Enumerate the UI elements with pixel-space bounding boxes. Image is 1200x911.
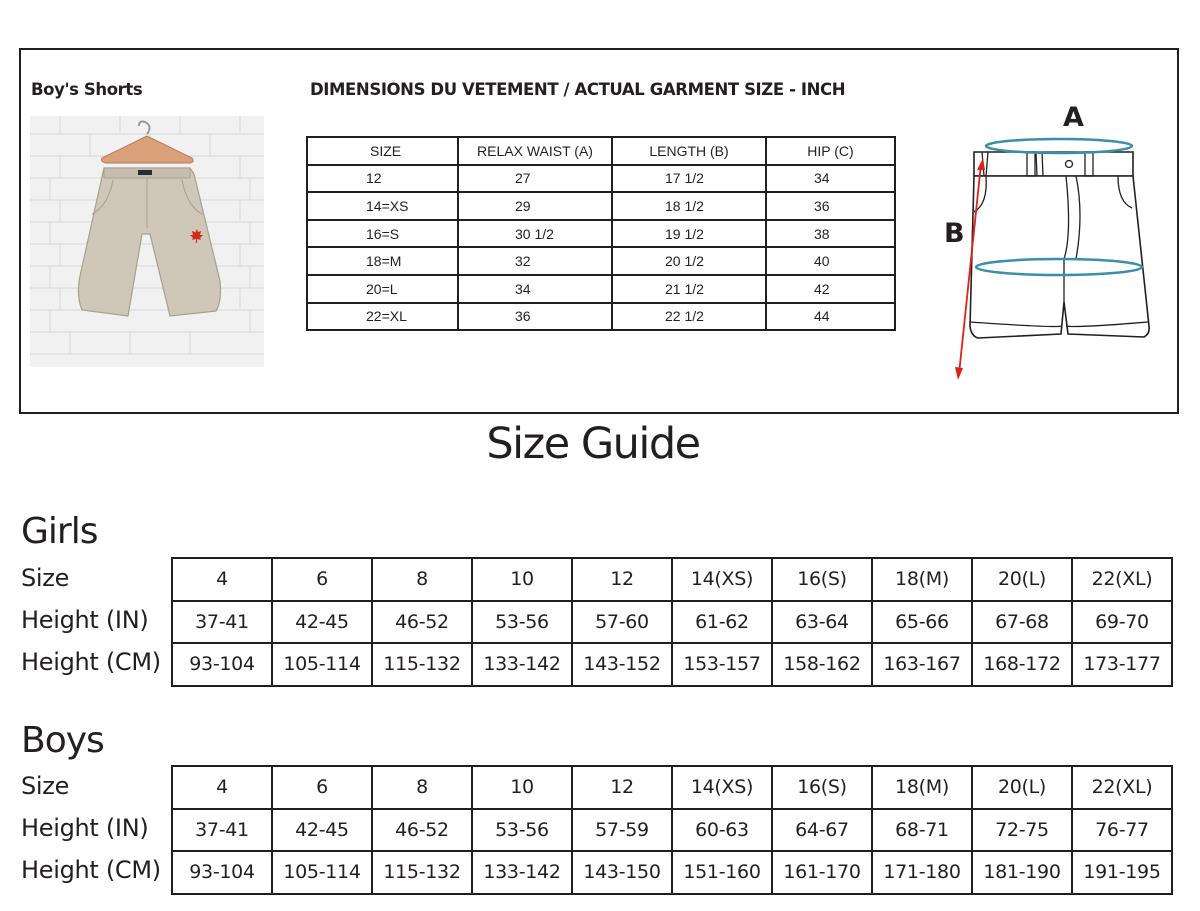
button-icon [1066,161,1073,168]
size-guide-title: Size Guide [486,419,700,469]
girls-cell: 105-114 [272,643,372,686]
girls-size-table [171,557,1173,687]
garment-cell: 38 [766,220,895,248]
garment-cell: 22 1/2 [612,303,766,331]
garment-size-panel [19,48,1179,414]
garment-cell: 21 1/2 [612,275,766,303]
boys-cell: 171-180 [872,851,972,894]
garment-cell: 12 [307,165,458,193]
boys-cell: 16(S) [772,766,872,809]
boys-cell: 8 [372,766,472,809]
boys-label-height-cm: Height (CM) [21,856,161,884]
garment-cell: 18=M [307,247,458,275]
garment-cell: 34 [766,165,895,193]
boys-cell: 105-114 [272,851,372,894]
garment-cell: 36 [458,303,612,331]
girls-section-title: Girls [21,511,98,552]
girls-cell: 18(M) [872,558,972,601]
girls-cell: 42-45 [272,601,372,644]
boys-cell: 151-160 [672,851,772,894]
garment-cell: 20 1/2 [612,247,766,275]
boys-row [172,851,1172,894]
garment-cell: 19 1/2 [612,220,766,248]
girls-cell: 163-167 [872,643,972,686]
garment-cell: 14=XS [307,192,458,220]
label-b: B [944,218,965,249]
shorts-measurement-diagram [926,94,1166,394]
boys-label-height-in: Height (IN) [21,814,149,842]
boys-cell: 12 [572,766,672,809]
girls-cell: 6 [272,558,372,601]
boys-cell: 20(L) [972,766,1072,809]
boys-cell: 72-75 [972,809,1072,852]
garment-cell: 22=XL [307,303,458,331]
girls-cell: 143-152 [572,643,672,686]
garment-row [307,220,895,248]
garment-cell: 32 [458,247,612,275]
garment-cell: 17 1/2 [612,165,766,193]
girls-cell: 65-66 [872,601,972,644]
waist-ring [986,139,1132,153]
boys-cell: 10 [472,766,572,809]
boys-cell: 161-170 [772,851,872,894]
garment-cell: 40 [766,247,895,275]
boys-cell: 6 [272,766,372,809]
girls-cell: 158-162 [772,643,872,686]
garment-row [307,247,895,275]
girls-label-size: Size [21,564,70,592]
girls-cell: 10 [472,558,572,601]
boys-cell: 42-45 [272,809,372,852]
girls-cell: 63-64 [772,601,872,644]
girls-cell: 133-142 [472,643,572,686]
boys-cell: 76-77 [1072,809,1172,852]
boys-cell: 37-41 [172,809,272,852]
boys-cell: 181-190 [972,851,1072,894]
boys-cell: 133-142 [472,851,572,894]
label-a: A [1063,102,1084,133]
boys-cell: 115-132 [372,851,472,894]
boys-size-table [171,765,1173,895]
boys-cell: 53-56 [472,809,572,852]
garment-header-cell: LENGTH (B) [612,137,766,165]
girls-label-height-cm: Height (CM) [21,648,161,676]
garment-table-title: DIMENSIONS DU VETEMENT / ACTUAL GARMENT SIZE - INCH [310,80,846,99]
garment-header-cell: SIZE [307,137,458,165]
product-photo [30,116,264,367]
girls-cell: 37-41 [172,601,272,644]
girls-label-height-in: Height (IN) [21,606,149,634]
boys-cell: 143-150 [572,851,672,894]
girls-row [172,558,1172,601]
girls-cell: 46-52 [372,601,472,644]
garment-cell: 20=L [307,275,458,303]
boys-cell: 18(M) [872,766,972,809]
girls-row [172,601,1172,644]
garment-header-cell: RELAX WAIST (A) [458,137,612,165]
garment-row [307,303,895,331]
girls-cell: 67-68 [972,601,1072,644]
girls-cell: 153-157 [672,643,772,686]
boys-cell: 93-104 [172,851,272,894]
girls-cell: 61-62 [672,601,772,644]
garment-header-row [307,137,895,165]
garment-cell: 42 [766,275,895,303]
boys-cell: 46-52 [372,809,472,852]
garment-cell: 16=S [307,220,458,248]
boys-cell: 191-195 [1072,851,1172,894]
girls-cell: 173-177 [1072,643,1172,686]
boys-row [172,809,1172,852]
garment-size-table [306,136,896,331]
garment-cell: 34 [458,275,612,303]
garment-cell: 30 1/2 [458,220,612,248]
garment-cell: 27 [458,165,612,193]
garment-row [307,165,895,193]
girls-row [172,643,1172,686]
girls-cell: 115-132 [372,643,472,686]
girls-cell: 4 [172,558,272,601]
boys-cell: 68-71 [872,809,972,852]
girls-cell: 8 [372,558,472,601]
boys-section-title: Boys [21,720,104,761]
girls-cell: 53-56 [472,601,572,644]
garment-header-cell: HIP (C) [766,137,895,165]
product-name: Boy's Shorts [31,80,143,99]
girls-cell: 93-104 [172,643,272,686]
boys-label-size: Size [21,772,70,800]
garment-cell: 36 [766,192,895,220]
boys-cell: 57-59 [572,809,672,852]
boys-cell: 4 [172,766,272,809]
boys-cell: 22(XL) [1072,766,1172,809]
girls-cell: 12 [572,558,672,601]
girls-cell: 168-172 [972,643,1072,686]
boys-cell: 14(XS) [672,766,772,809]
garment-cell: 18 1/2 [612,192,766,220]
garment-row [307,192,895,220]
girls-cell: 16(S) [772,558,872,601]
boys-row [172,766,1172,809]
boys-cell: 60-63 [672,809,772,852]
girls-cell: 14(XS) [672,558,772,601]
girls-cell: 22(XL) [1072,558,1172,601]
girls-cell: 57-60 [572,601,672,644]
boys-cell: 64-67 [772,809,872,852]
garment-cell: 29 [458,192,612,220]
girls-cell: 20(L) [972,558,1072,601]
garment-cell: 44 [766,303,895,331]
girls-cell: 69-70 [1072,601,1172,644]
garment-row [307,275,895,303]
